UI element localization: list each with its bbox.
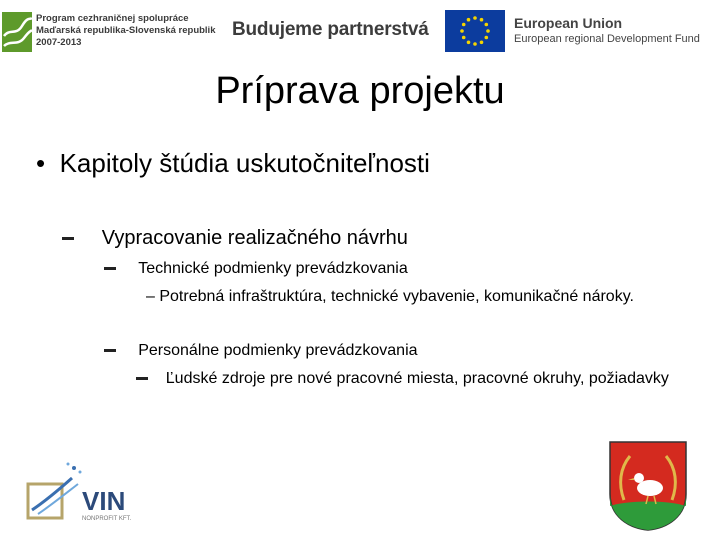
eu-star-icon [462,23,466,27]
eu-star-icon [485,23,489,27]
subitem-text: Personálne podmienky prevádzkovania [138,342,418,359]
subitem-text: Ľudské zdroje pre nové pracovné miesta, pracovné okruhy, požiadavky [165,370,669,387]
program-line: 2007-2013 [36,37,82,48]
eu-star-icon [480,18,484,22]
dash-marker-icon [62,237,74,240]
program-line: Program cezhraničnej spolupráce [36,13,189,24]
subitem-level3 [104,340,418,362]
dash-marker-icon [104,349,116,352]
eu-subtitle: European regional Development Fund [514,33,700,45]
coat-of-arms-icon [608,440,688,532]
program-text [36,13,226,49]
eu-star-icon [486,29,490,33]
dash-marker-icon [104,267,116,270]
eu-star-icon [462,36,466,40]
vin-logo-icon [24,458,154,530]
eu-star-icon [485,36,489,40]
subitem-level4: – Potrebná infraštruktúra, technické vybavenie, komunikačné nároky. [146,288,634,305]
bullet-text: Kapitoly štúdia uskutočniteľnosti [59,148,430,178]
eu-star-icon [467,41,471,45]
subitem-level4 [136,368,706,390]
vin-logo-text: VIN [82,486,126,516]
eu-flag-icon [445,10,505,52]
vin-tagline: NONPROFIT KFT. [82,516,132,522]
dash-marker-icon [136,377,148,380]
slide-title: Príprava projektu [215,70,505,112]
eu-star-icon [473,42,477,46]
eu-star-icon [460,29,464,33]
bullet-dot-icon: • [36,148,60,178]
eu-star-icon [473,16,477,20]
eu-star-icon [480,41,484,45]
bullet-item [36,146,430,180]
slogan: Budujeme partnerstvá [232,19,429,40]
subitem-level2 [62,225,408,251]
eu-star-icon [467,18,471,22]
eu-title: European Union [514,15,623,31]
program-line: Maďarská republika-Slovenská republik [36,25,216,36]
subitem-level3 [104,258,408,280]
subitem-text: Technické podmienky prevádzkovania [138,260,408,277]
eu-label [514,14,700,46]
subitem-text: Vypracovanie realizačného návrhu [101,227,408,249]
